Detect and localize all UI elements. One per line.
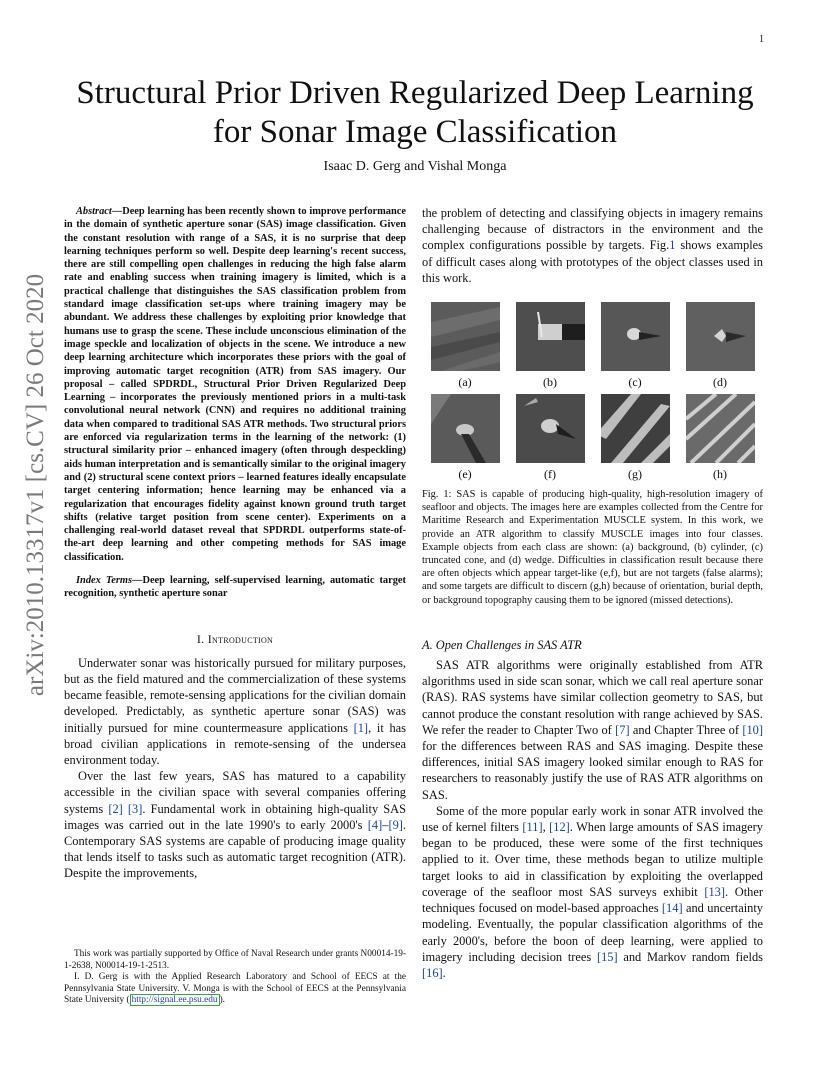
figure-panel bbox=[431, 302, 500, 390]
citation-link[interactable]: [16] bbox=[422, 965, 443, 980]
figure-panel bbox=[431, 394, 500, 482]
right-column bbox=[422, 205, 763, 981]
arxiv-watermark bbox=[16, 273, 56, 697]
text-run: Over the last few years, SAS has matured to a capability accessible in the civilian space with several companies offering systems bbox=[64, 769, 406, 816]
text-run: the problem of detecting and classifying objects in imagery remains challenging because of distractors in the environment and the complex configurations possible by targets. Fig. bbox=[422, 206, 763, 253]
figure-panel bbox=[601, 394, 670, 482]
abstract bbox=[64, 205, 406, 564]
figure-caption: Fig. 1: SAS is capable of producing high-quality, high-resolution imagery of seafloor and objects. The images here are examples collected from the Centre for Maritime Research and Experimentation MUSCLE system. In this work, we provide an ATR algorithm to classify MUSCLE images into four classes. Example objects from each class are shown: (a) background, (b) cylinder, (c) truncated cone, and (d) wedge. Difficulties in classification result because there are often objects which appear target-like (e,f), but are not targets (false alarms); and some targets are difficult to discern (g,h) because of orientation, burial depth, or background topography causing them to be ignored (missed detections). bbox=[422, 489, 763, 606]
text-run: , it has broad civilian applications in remote-sensing of the undersea environment today. bbox=[64, 720, 406, 768]
text-run: SAS ATR algorithms were originally established from ATR algorithms used in side scan sonar, which we call real aperture sonar (RAS). RAS systems have similar collection geometry to SAS, but cannot produce the constant resolution with range achieved by SAS. We refer the reader to Chapter Two of bbox=[422, 658, 763, 737]
text-run: ). bbox=[219, 995, 225, 1006]
footnotes bbox=[64, 949, 406, 1007]
panel-label: (f) bbox=[544, 467, 556, 482]
footnote-affiliation bbox=[64, 972, 406, 1007]
sonar-image-missed-h bbox=[686, 394, 755, 463]
text-run: . bbox=[442, 965, 446, 980]
figure-image-grid bbox=[422, 302, 763, 482]
citation-link[interactable]: [2] bbox=[108, 801, 123, 816]
sonar-image-truncated-cone bbox=[601, 302, 670, 371]
figure-panel bbox=[516, 302, 585, 390]
figure-panel bbox=[686, 394, 755, 482]
text-run: , bbox=[542, 820, 550, 835]
text-run: – bbox=[382, 817, 389, 832]
citation-link[interactable]: [10] bbox=[742, 722, 763, 737]
figure-panel bbox=[601, 302, 670, 390]
right-paragraph-1 bbox=[422, 657, 763, 803]
figure-panel bbox=[516, 394, 585, 482]
subsection-heading: A. Open Challenges in SAS ATR bbox=[422, 637, 582, 652]
sonar-image-wedge bbox=[686, 302, 755, 371]
panel-label: (a) bbox=[458, 375, 472, 390]
figure-panel bbox=[686, 302, 755, 390]
citation-link[interactable]: [14] bbox=[661, 901, 683, 916]
citation-link[interactable]: [15] bbox=[596, 949, 618, 964]
title-line-2: for Sonar Image Classification bbox=[212, 114, 618, 150]
lab-url-link[interactable]: http://signal.ee.psu.edu bbox=[131, 995, 218, 1006]
sonar-image-false-alarm-e bbox=[431, 394, 500, 463]
arxiv-id: arXiv:2010.13317v1 [cs.CV] 26 Oct 2020 bbox=[22, 273, 49, 697]
citation-link[interactable]: [13] bbox=[704, 884, 726, 899]
section-title: Introduction bbox=[207, 631, 274, 646]
paper-title bbox=[60, 74, 770, 152]
section-numeral: I. bbox=[196, 631, 205, 646]
text-run: and Chapter Three of bbox=[629, 722, 743, 737]
sonar-image-cylinder bbox=[516, 302, 585, 371]
panel-label: (c) bbox=[628, 375, 642, 390]
text-run: . Other techniques focused on model-based approaches bbox=[422, 884, 763, 916]
text-run: shows examples of difficult cases along with prototypes of the object classes used in this work. bbox=[422, 238, 763, 285]
abstract-text: —Deep learning has been recently shown to improve performance in the domain of synthetic aperture sonar (SAS) image classification. Given the constant resolution with range of a SAS, it is no surprise that deep learning techniques perform so well. Despite deep learning's recent success, there are still compelling open challenges in reducing the high false alarm rate and enabling success when training imagery is limited, which is a practical challenge that distinguishes the SAS classification problem from standard image classification set-ups where training imagery may be abundant. We address these challenges by exploiting prior knowledge that humans use to grasp the scene. These include unconscious elimination of the image speckle and localization of objects in the scene. We introduce a new deep learning architecture which incorporates these priors with the goal of improving automatic target recognition (ATR) from SAS imagery. Our proposal – called SPDRDL, Structural Prior Driven Regularized Deep Learning – incorporates the previously mentioned priors in a multi-task convolutional neural network (CNN) and requires no additional training data when compared to traditional SAS ATR methods. Two structural priors are enforced via regularization terms in the learning of the network: (1) structural similarity prior – enhanced imagery (often through despeckling) aids human interpretation and is semantically similar to the original imagery and (2) structural scene context priors – learned features ideally encapsulate target centering information; hence learning may be enhanced via a regularization that encourages fidelity against known ground truth target shifts (relative target position from scene center). Experiments on a challenging real-world dataset reveal that SPDRDL outperforms state-of-the-art deep learning and other competing methods for SAS image classification. bbox=[64, 206, 406, 563]
figure-1 bbox=[422, 302, 763, 607]
text-run: for the differences between RAS and SAS imaging. Despite these differences, initial SAS imagery looked similar enough to RAS for researchers to reasonably justify the use of RAS ATR algorithms on SAS. bbox=[422, 739, 763, 802]
text-run: I. D. Gerg is with the Applied Research Laboratory and School of EECS at the Pennsylvania State University. V. Monga is with the School of EECS at the Pennsylvania State University ( bbox=[64, 972, 406, 1006]
panel-label: (d) bbox=[713, 375, 727, 390]
text-run: and uncertainty modeling. Eventually, the popular classification algorithms of the early 2000's, before the boon of deep learning, were applied to imagery including decision trees bbox=[422, 901, 763, 964]
citation-link[interactable]: [4] bbox=[367, 817, 383, 832]
abstract-label: Abstract bbox=[76, 206, 112, 217]
text-run: Some of the more popular early work in sonar ATR involved the use of kernel filters bbox=[422, 803, 763, 835]
intro-paragraph-1 bbox=[64, 655, 406, 768]
text-run: and Markov random fields bbox=[617, 949, 763, 964]
text-run: . Contemporary SAS systems are capable of producing image quality that lends itself to tasks such as automatic target recognition (ATR). Despite the improvements, bbox=[64, 817, 406, 881]
page-number: 1 bbox=[759, 34, 764, 45]
sonar-image-background bbox=[431, 302, 500, 371]
sonar-image-missed-g bbox=[601, 394, 670, 463]
panel-label: (e) bbox=[458, 467, 472, 482]
left-column bbox=[64, 205, 406, 882]
text-run: . When large amounts of SAS imagery began to be produced, these were some of the first techniques applied to it. Over time, these methods began to utilize multiple target looks to aid in classification by exploiting the overlapped coverage of the seafloor most SAS surveys exhibit bbox=[422, 820, 763, 899]
intro-paragraph-2 bbox=[64, 768, 406, 881]
panel-label: (g) bbox=[628, 467, 642, 482]
panel-label: (b) bbox=[543, 375, 557, 390]
right-intro-paragraph bbox=[422, 205, 763, 286]
title-line-1: Structural Prior Driven Regularized Deep Learning bbox=[76, 75, 754, 111]
section-heading-introduction bbox=[64, 631, 406, 647]
sonar-image-false-alarm-f bbox=[516, 394, 585, 463]
citation-link[interactable]: [11] bbox=[522, 820, 543, 835]
panel-label: (h) bbox=[713, 467, 727, 482]
citation-link[interactable]: [12] bbox=[549, 820, 570, 835]
footnote-funding: This work was partially supported by Office of Naval Research under grants N00014-19-1-2638, N00014-19-1-2513. bbox=[64, 949, 406, 971]
index-terms bbox=[64, 574, 406, 601]
citation-link[interactable]: [3] bbox=[127, 801, 143, 816]
citation-link[interactable]: [9] bbox=[388, 817, 403, 832]
figure-link[interactable]: 1 bbox=[669, 238, 676, 253]
text-run: . Fundamental work in obtaining high-quality SAS images was carried out in the late 1990's to early 2000's bbox=[64, 801, 406, 832]
citation-link[interactable]: [1] bbox=[353, 720, 369, 735]
authors: Isaac D. Gerg and Vishal Monga bbox=[323, 159, 507, 174]
index-terms-label: Index Terms bbox=[76, 575, 133, 587]
citation-link[interactable]: [7] bbox=[615, 722, 630, 737]
right-paragraph-2 bbox=[422, 803, 763, 981]
text-run: Underwater sonar was historically pursued for military purposes, but as the field matured and the commercialization of these systems became feasible, remote-sensing applications for the civilian domain developed. Predictably, as synthetic aperture sonar (SAS) was initially pursued for mine countermeasure applications bbox=[64, 655, 406, 735]
index-terms-text: —Deep learning, self-supervised learning, automatic target recognition, synthetic aperture sonar bbox=[64, 575, 406, 600]
